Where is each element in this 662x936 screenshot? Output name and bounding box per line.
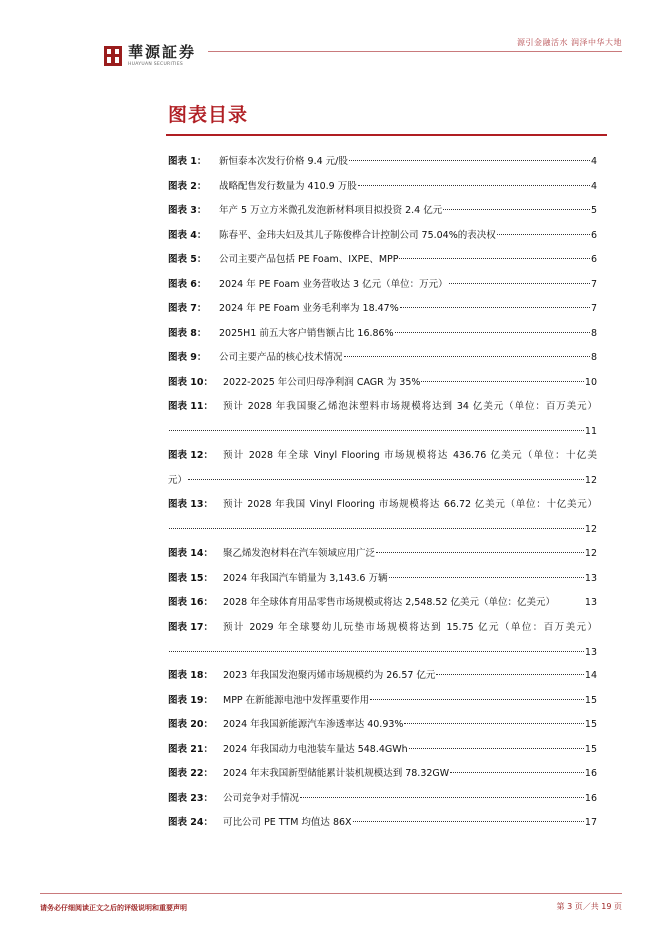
toc-entry-title: 公司主要产品包括 PE Foam、IXPE、MPP [219, 254, 399, 265]
toc-entry-title: 预计 2028 年我国 Vinyl Flooring 市场规模将达 66.72 亿美元（单位：十亿美元） [223, 499, 597, 510]
toc-leader-dots [436, 674, 583, 675]
toc-entry-title: 新恒泰本次发行价格 9.4 元/股 [219, 156, 348, 167]
toc-entry-label: 图表 7： [168, 303, 207, 314]
toc-entry-title: 年产 5 万立方米微孔发泡新材料项目拟投资 2.4 亿元 [219, 205, 443, 216]
toc-leader-dots [400, 307, 590, 308]
toc-entry-label: 图表 8： [168, 327, 207, 339]
toc-leader-dots [395, 332, 590, 333]
toc-entry-title: 2024 年我国新能源汽车渗透率达 40.93% [223, 719, 404, 730]
toc-entry-page: 6 [590, 229, 597, 241]
toc-entry[interactable] [168, 278, 597, 292]
toc-entry-page: 4 [590, 180, 597, 192]
toc-entry-page: 13 [584, 572, 597, 584]
toc-leader-dots [169, 430, 584, 431]
toc-entry-page: 13 [584, 646, 597, 658]
toc-entry-title: MPP 在新能源电池中发挥重要作用 [223, 694, 370, 706]
toc-entry[interactable] [168, 253, 597, 267]
toc-entry-title: 2024 年末我国新型储能累计装机规模达到 78.32GW [223, 768, 450, 779]
toc-leader-dots [169, 651, 584, 652]
toc-entry[interactable] [168, 229, 597, 243]
toc-entry-title: 2024 年 PE Foam 业务营收达 3 亿元（单位：万元） [219, 278, 448, 290]
toc-leader-dots [450, 772, 584, 773]
toc-entry[interactable] [168, 204, 597, 218]
toc-entry-title: 公司主要产品的核心技术情况 [219, 352, 343, 363]
toc-entry[interactable] [168, 351, 597, 365]
toc-entry-label: 图表 13： [168, 499, 214, 510]
toc-leader-dots [349, 160, 590, 161]
toc-entry-title: 2023 年我国发泡聚丙烯市场规模约为 26.57 亿元 [223, 670, 436, 681]
toc-entry-label: 图表 5： [168, 254, 207, 265]
toc-leader-dots [353, 821, 584, 822]
toc-entry-page: 7 [590, 278, 597, 290]
toc-entry-label: 图表 10： [168, 376, 214, 388]
header-divider [208, 51, 622, 52]
toc-entry-page: 5 [590, 205, 597, 216]
toc-entry-label: 图表 9： [168, 352, 207, 363]
toc-entry-page: 4 [590, 156, 597, 167]
toc-entry-title: 预计 2028 年全球 Vinyl Flooring 市场规模将达 436.76 亿美元（单位：十亿美 [223, 450, 597, 461]
toc-entry-title: 聚乙烯发泡材料在汽车领域应用广泛 [223, 548, 376, 559]
header-slogan: 源引金融活水 润泽中华大地 [516, 38, 622, 47]
toc-entry-label: 图表 20： [168, 719, 214, 730]
toc-entry[interactable] [168, 743, 597, 757]
toc-entry-page: 8 [590, 352, 597, 363]
toc-entry-page: 12 [584, 524, 597, 535]
toc-entry[interactable] [168, 376, 597, 390]
toc-entry[interactable] [168, 155, 597, 169]
toc-entry-page: 13 [584, 597, 597, 608]
toc-entry[interactable] [168, 180, 597, 194]
toc-leader-dots [344, 356, 590, 357]
footer-divider [40, 893, 622, 894]
toc-entry-page: 10 [584, 376, 597, 388]
toc-entry-page: 15 [584, 694, 597, 706]
footer-disclaimer: 请务必仔细阅读正文之后的评级说明和重要声明 [40, 904, 187, 912]
toc-entry-label: 图表 12： [168, 450, 214, 461]
toc-leader-dots [404, 723, 583, 724]
toc-entry-title: 2022-2025 年公司归母净利润 CAGR 为 35% [223, 376, 421, 388]
toc-entry-label: 图表 21： [168, 743, 214, 755]
toc-entry-page: 8 [590, 327, 597, 339]
toc-entry-title: 2028 年全球体育用品零售市场规模或将达 2,548.52 亿美元（单位：亿美元） [223, 597, 556, 608]
toc-entry-label: 图表 23： [168, 792, 214, 804]
toc-leader-dots [409, 748, 584, 749]
toc-entry-page: 16 [584, 792, 597, 804]
toc-entry-page: 15 [584, 743, 597, 755]
toc-entry-label: 图表 2： [168, 180, 207, 192]
toc-entry[interactable] [168, 547, 597, 561]
toc-entry[interactable] [168, 596, 597, 610]
toc-entry-title: 预计 2029 年全球婴幼儿玩垫市场规模将达到 15.75 亿元（单位：百万美元） [223, 621, 597, 633]
toc-entry-page: 17 [584, 817, 597, 828]
toc-leader-dots [358, 185, 590, 186]
title-underline [166, 134, 607, 136]
toc-entry-label: 图表 14： [168, 548, 214, 559]
toc-entry[interactable] [168, 694, 597, 708]
toc-leader-dots [169, 528, 584, 529]
logo-text-en: HUAYUAN SECURITIES [128, 62, 184, 67]
toc-entry[interactable] [168, 302, 597, 316]
toc-entry-title-continued: 元） [168, 475, 188, 486]
toc-entry-title: 可比公司 PE TTM 均值达 86X [223, 817, 352, 828]
toc-entry[interactable] [168, 816, 597, 830]
toc-entry-page: 12 [584, 475, 597, 486]
toc-entry-label: 图表 4： [168, 229, 207, 241]
toc-entry-page: 14 [584, 670, 597, 681]
toc-leader-dots [370, 699, 584, 700]
toc-entry[interactable] [168, 572, 597, 586]
toc-entry-label: 图表 16： [168, 597, 214, 608]
footer-page-number: 第 3 页／共 19 页 [556, 902, 622, 911]
toc-entry-title: 2025H1 前五大客户销售额占比 16.86% [219, 327, 394, 339]
toc-entry-title: 公司竞争对手情况 [223, 792, 300, 804]
page-title: 图表目录 [168, 104, 249, 126]
toc-leader-dots [188, 479, 584, 480]
toc-entry[interactable] [168, 449, 597, 488]
toc-entry-label: 图表 11： [168, 401, 214, 412]
toc-entry[interactable] [168, 669, 597, 683]
toc-entry-label: 图表 17： [168, 621, 214, 633]
toc-leader-dots [389, 577, 584, 578]
toc-entry-label: 图表 24： [168, 817, 214, 828]
toc-entry[interactable] [168, 767, 597, 781]
toc-entry-label: 图表 15： [168, 572, 214, 584]
toc-entry-page: 11 [584, 426, 597, 437]
company-logo [104, 44, 196, 68]
toc-leader-dots [376, 552, 584, 553]
toc-entry[interactable] [168, 792, 597, 806]
toc-entry-title: 2024 年我国动力电池装车量达 548.4GWh [223, 743, 408, 755]
toc-entry-label: 图表 1： [168, 156, 207, 167]
toc-entry[interactable] [168, 400, 597, 439]
toc-entry[interactable] [168, 498, 597, 537]
logo-emblem-icon [104, 46, 122, 66]
toc-entry-title: 2024 年我国汽车销量为 3,143.6 万辆 [223, 572, 388, 584]
toc-leader-dots [399, 258, 589, 259]
toc-entry-title: 2024 年 PE Foam 业务毛利率为 18.47% [219, 303, 399, 314]
toc-entry-label: 图表 18： [168, 670, 214, 681]
toc-leader-dots [300, 797, 584, 798]
toc-entry-label: 图表 3： [168, 205, 207, 216]
toc-entry-title: 预计 2028 年我国聚乙烯泡沫塑料市场规模将达到 34 亿美元（单位：百万美元） [223, 401, 597, 412]
toc-entry-page: 15 [584, 719, 597, 730]
toc-leader-dots [449, 283, 590, 284]
toc-entry-label: 图表 6： [168, 278, 207, 290]
toc-entry-title: 陈春平、金玮夫妇及其儿子陈俊桦合计控制公司 75.04%的表决权 [219, 229, 496, 241]
toc-entry-page: 16 [584, 768, 597, 779]
toc-entry[interactable] [168, 327, 597, 341]
toc-entry-label: 图表 19： [168, 694, 214, 706]
toc-leader-dots [443, 209, 590, 210]
toc-entry-label: 图表 22： [168, 768, 214, 779]
toc-entry-page: 6 [590, 254, 597, 265]
toc-entry[interactable] [168, 621, 597, 660]
toc-entry[interactable] [168, 718, 597, 732]
logo-text-cn: 華源証券 [128, 43, 197, 61]
toc-entry-title: 战略配售发行数量为 410.9 万股 [219, 180, 357, 192]
toc-leader-dots [421, 381, 584, 382]
toc-entry-page: 7 [590, 303, 597, 314]
toc-leader-dots [497, 234, 590, 235]
toc-entry-page: 12 [584, 548, 597, 559]
